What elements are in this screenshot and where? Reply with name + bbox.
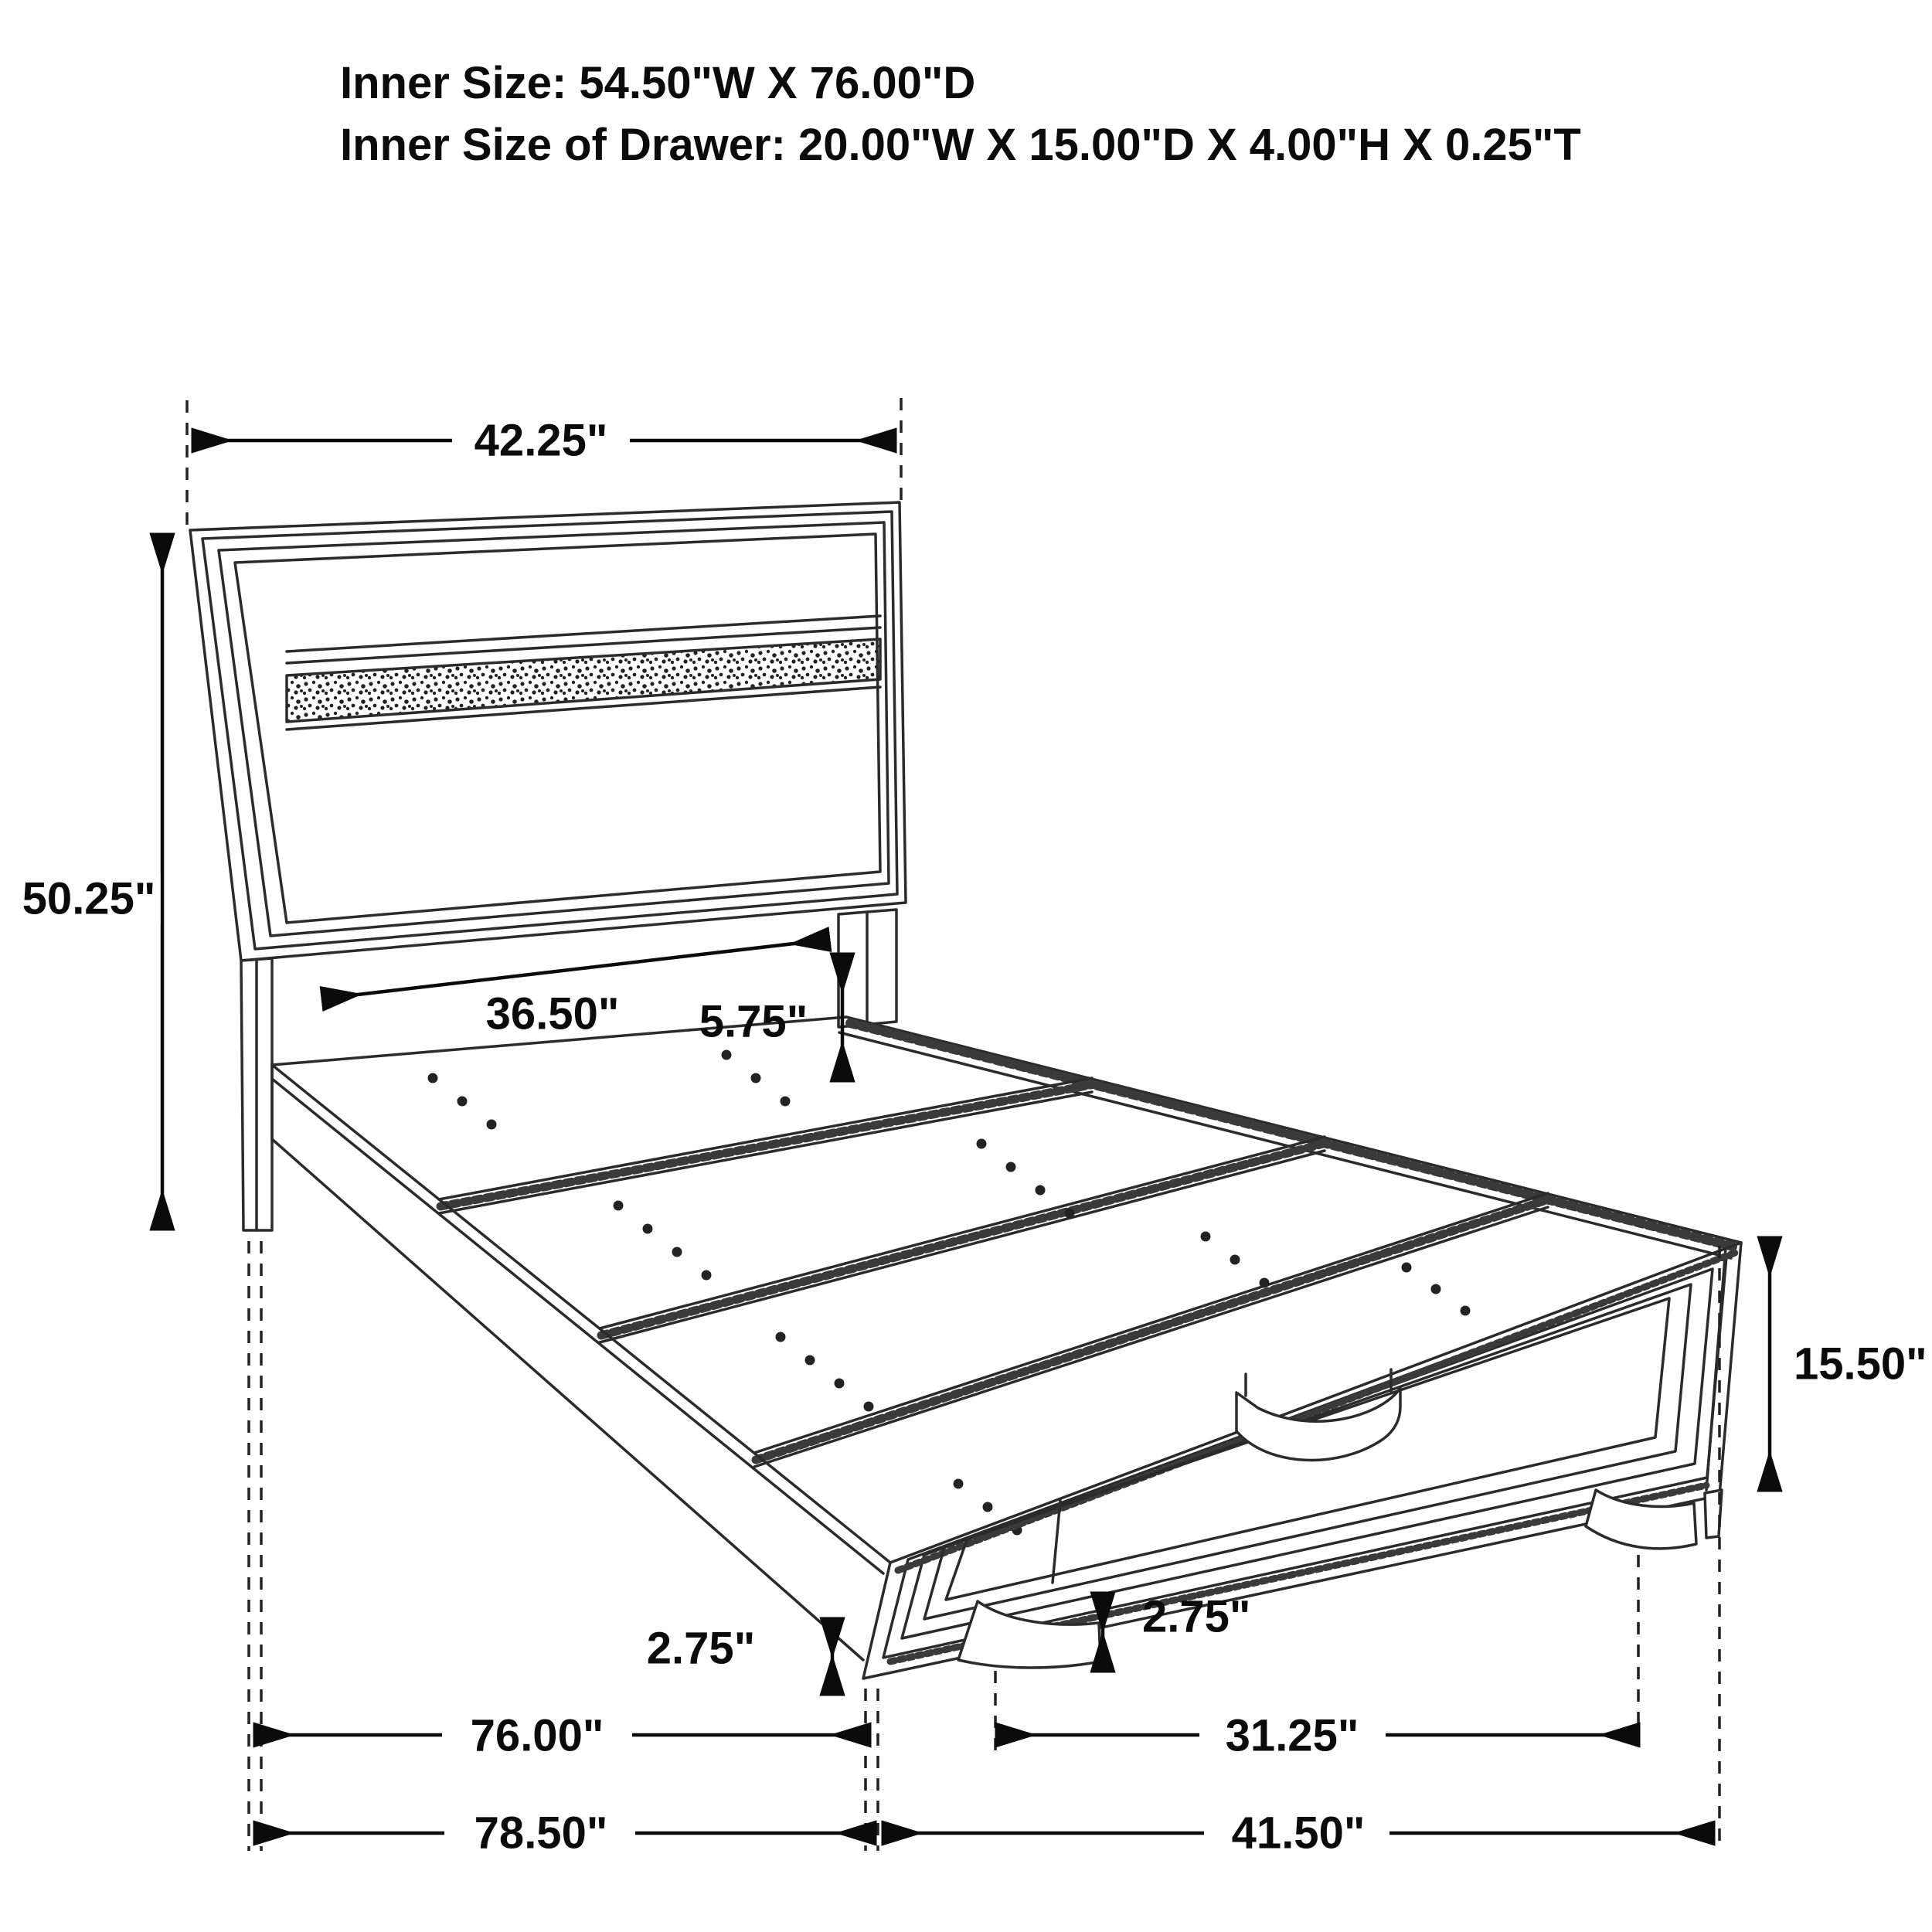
bracket-feet [958,1490,1722,1668]
dim-inner-length: 76.00" [466,1710,609,1762]
dim-headboard-post: 5.75" [699,996,808,1047]
footboard [863,1243,1741,1679]
dim-headboard-width: 42.25" [470,415,613,467]
dim-overall-length: 78.50" [470,1808,613,1859]
extension-lines [187,398,1719,1851]
dim-headboard-inner-width: 36.50" [485,988,620,1039]
dim-footboard-height: 15.50" [1789,1338,1932,1390]
dim-headboard-height: 50.25" [18,873,161,925]
dim-rail-clearance: 2.75" [646,1623,756,1674]
drawer-inner-size-note: Inner Size of Drawer: 20.00"W X 15.00"D X 4.00"H X 0.25"T [340,120,1581,170]
screw-holes [428,1050,1471,1536]
dim-foot-bracket-height: 2.75" [1142,1591,1251,1642]
inner-size-note: Inner Size: 54.50"W X 76.00"D [340,58,976,108]
headboard [190,502,906,961]
dim-drawer-span: 31.25" [1221,1710,1364,1762]
dim-overall-width: 41.50" [1227,1808,1370,1859]
